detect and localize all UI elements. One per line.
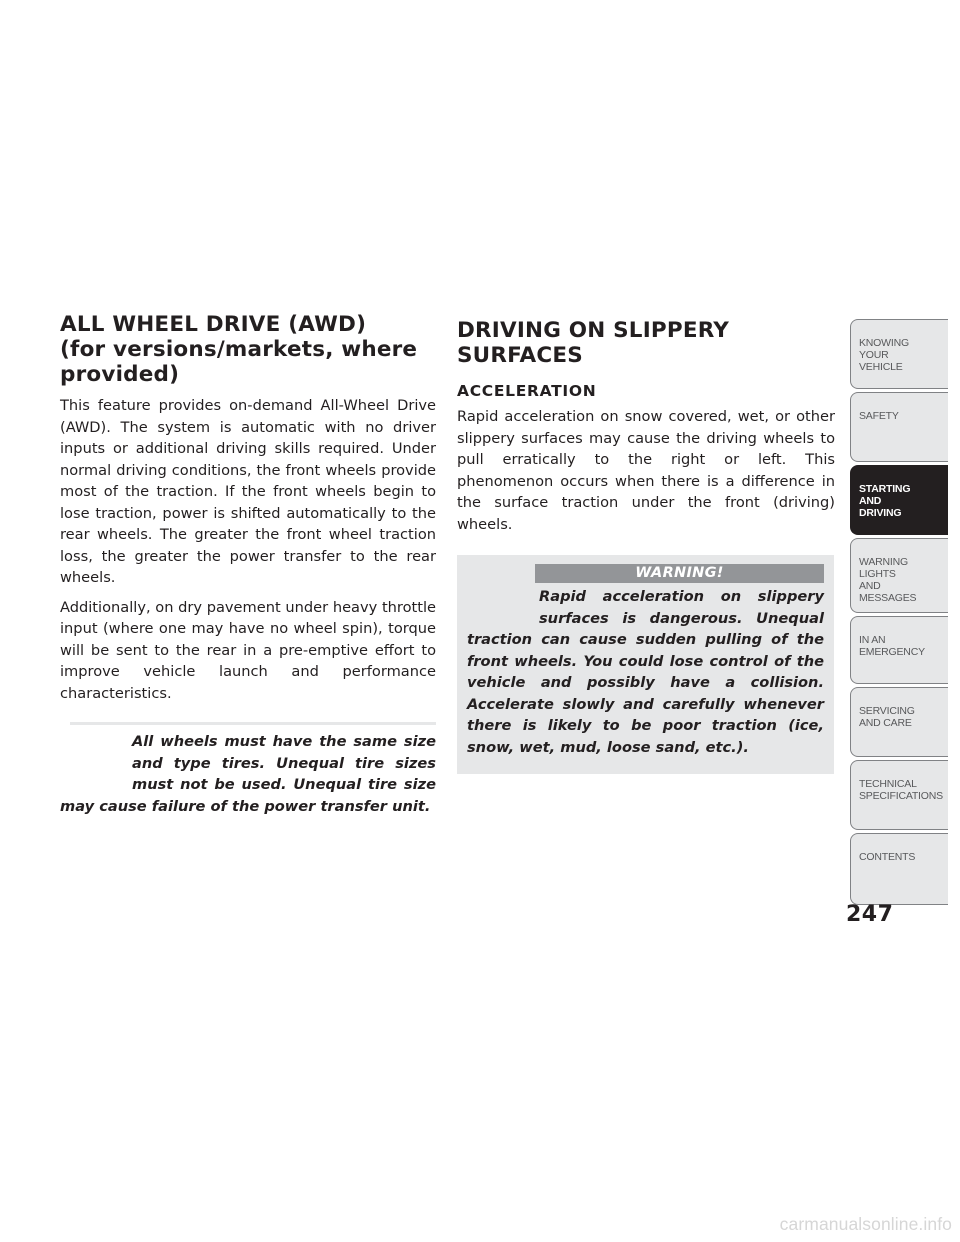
right-column: [457, 318, 835, 774]
slippery-heading: DRIVING ON SLIPPERY SURFACES: [457, 318, 730, 368]
tab-label: KNOWING YOUR VEHICLE: [859, 337, 909, 373]
note-text: All wheels must have the same size and type tires. Unequal tire sizes must not be used. Unequal tire size may cause failure of the power transfer unit.: [60, 733, 436, 815]
tab-label: CONTENTS: [859, 851, 916, 863]
tab-label: TECHNICAL SPECIFICATIONS: [859, 778, 943, 802]
warning-text: Rapid acceleration on slippery surfaces is dangerous. Unequal traction can cause sudden pulling of the front wheels. You could lose control of the vehicle and possibly have a collision. Accelerate slowly and carefully whenever there is likely to be poor traction (ice, snow, wet, mud, loose sand, etc.).: [467, 588, 824, 756]
tab-technical-specifications[interactable]: [850, 760, 948, 830]
tab-starting-and-driving[interactable]: [850, 465, 948, 535]
awd-heading-line-2: (for versions/markets, where: [60, 337, 418, 362]
tab-label: SERVICING AND CARE: [859, 705, 915, 729]
tab-safety[interactable]: [850, 392, 948, 462]
tab-in-an-emergency[interactable]: [850, 616, 948, 684]
tab-label: IN AN EMERGENCY: [859, 634, 925, 658]
warning-title: WARNING!: [535, 564, 824, 583]
tab-servicing-and-care[interactable]: [850, 687, 948, 757]
watermark: carmanualsonline.info: [779, 1214, 952, 1234]
tab-label: WARNING LIGHTS AND MESSAGES: [859, 556, 917, 604]
acceleration-subheading: ACCELERATION: [457, 382, 597, 400]
awd-heading-line-1: ALL WHEEL DRIVE (AWD): [60, 312, 367, 337]
note-box: [60, 722, 436, 817]
chapter-tabs: [850, 319, 948, 908]
awd-heading-line-3: provided): [60, 362, 180, 387]
acceleration-paragraph: Rapid acceleration on snow covered, wet, or other slippery surfaces may cause the driving wheels to pull erratically to the right or left. This phenomenon occurs when there is a difference in the surface traction under the front (driving) wheels.: [457, 408, 835, 533]
tab-knowing-your-vehicle[interactable]: [850, 319, 948, 389]
awd-heading: [60, 312, 436, 387]
awd-paragraph-2: Additionally, on dry pavement under heavy throttle input (where one may have no wheel spin), torque will be sent to the rear in a pre-emptive effort to improve vehicle launch and performance characteristics.: [60, 598, 436, 702]
left-column: [60, 312, 436, 817]
tab-warning-lights-and-messages[interactable]: [850, 538, 948, 613]
tab-label: SAFETY: [859, 410, 899, 422]
tab-contents[interactable]: [850, 833, 948, 905]
tab-label: STARTING AND DRIVING: [859, 483, 911, 519]
page-number: 247: [846, 902, 894, 927]
warning-box: [457, 555, 834, 774]
awd-paragraph-1: This feature provides on-demand All-Wheel Drive (AWD). The system is automatic with no driver inputs or additional driving skills required. Under normal driving conditions, the front wheels provide most of the traction. If the front wheels begin to lose traction, power is shifted automatically to the rear wheels. The greater the front wheel traction loss, the greater the power transfer to the rear wheels.: [60, 397, 436, 586]
